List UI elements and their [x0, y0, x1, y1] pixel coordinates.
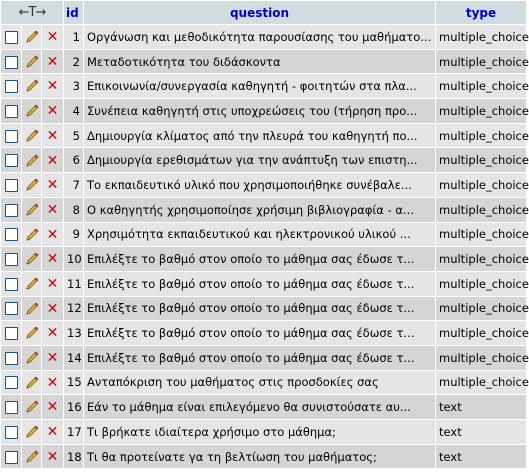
row-type: multiple_choice	[436, 272, 526, 296]
row-edit-cell[interactable]	[22, 445, 41, 469]
row-delete-cell[interactable]	[42, 395, 63, 419]
row-select-cell[interactable]	[1, 420, 21, 444]
row-type: multiple_choice	[436, 148, 526, 172]
row-select-cell[interactable]	[1, 124, 21, 148]
row-question: Τι θα προτείνατε γα τη βελτίωση του μαθήματος;	[84, 445, 435, 469]
column-header-id[interactable]: id	[64, 1, 83, 24]
pencil-icon[interactable]	[25, 30, 39, 44]
delete-icon[interactable]: ✕	[46, 127, 59, 144]
row-id: 14	[64, 346, 83, 370]
table-row	[1, 420, 526, 444]
row-type: multiple_choice	[436, 371, 526, 395]
row-question: Ο καθηγητής χρησιμοποίησε χρήσιμη βιβλιογραφία - α...	[84, 198, 435, 222]
delete-icon[interactable]: ✕	[46, 350, 59, 367]
pencil-icon[interactable]	[25, 79, 39, 93]
row-question: Επιλέξτε το βαθμό στον οποίο το μάθημα σας έδωσε τ...	[84, 346, 435, 370]
row-id: 16	[64, 395, 83, 419]
row-delete-cell[interactable]	[42, 198, 63, 222]
pencil-icon[interactable]	[25, 301, 39, 315]
delete-icon[interactable]: ✕	[46, 399, 59, 416]
row-id: 12	[64, 297, 83, 321]
row-id: 17	[64, 420, 83, 444]
row-checkbox[interactable]	[5, 154, 18, 167]
row-edit-cell[interactable]	[22, 297, 41, 321]
pencil-icon[interactable]	[25, 400, 39, 414]
row-checkbox[interactable]	[5, 352, 18, 365]
row-delete-cell[interactable]	[42, 445, 63, 469]
delete-icon[interactable]: ✕	[46, 152, 59, 169]
row-type: multiple_choice	[436, 321, 526, 345]
row-checkbox[interactable]	[5, 31, 18, 44]
row-id: 3	[64, 74, 83, 98]
row-checkbox[interactable]	[5, 204, 18, 217]
row-select-cell[interactable]	[1, 371, 21, 395]
row-question: Επιλέξτε το βαθμό στον οποίο το μάθημα σας έδωσε τ...	[84, 272, 435, 296]
delete-icon[interactable]: ✕	[46, 424, 59, 441]
table-row	[1, 74, 526, 98]
row-id: 13	[64, 321, 83, 345]
pencil-icon[interactable]	[25, 202, 39, 216]
column-nav-arrows[interactable]: ←T→	[1, 1, 63, 24]
row-type: multiple_choice	[436, 74, 526, 98]
header-row	[1, 1, 526, 24]
row-question: Μεταδοτικότητα του διδάσκοντα	[84, 50, 435, 74]
row-checkbox[interactable]	[5, 80, 18, 93]
row-edit-cell[interactable]	[22, 272, 41, 296]
pencil-icon[interactable]	[25, 425, 39, 439]
row-delete-cell[interactable]	[42, 173, 63, 197]
row-edit-cell[interactable]	[22, 74, 41, 98]
pencil-icon[interactable]	[25, 252, 39, 266]
pencil-icon[interactable]	[25, 178, 39, 192]
row-id: 10	[64, 247, 83, 271]
row-question: Επιλέξτε το βαθμό στον οποίο το μάθημα σας έδωσε τ...	[84, 321, 435, 345]
delete-icon[interactable]: ✕	[46, 448, 59, 465]
column-header-type[interactable]: type	[436, 1, 526, 24]
pencil-icon[interactable]	[25, 153, 39, 167]
pencil-icon[interactable]	[25, 128, 39, 142]
row-type: multiple_choice	[436, 346, 526, 370]
table-row	[1, 25, 526, 49]
delete-icon[interactable]: ✕	[46, 226, 59, 243]
column-header-question[interactable]: question	[84, 1, 435, 24]
row-delete-cell[interactable]	[42, 124, 63, 148]
table-row	[1, 297, 526, 321]
row-select-cell[interactable]	[1, 297, 21, 321]
delete-icon[interactable]: ✕	[46, 103, 59, 120]
row-question: Εάν το μάθημα είναι επιλεγόμενο θα συνιστούσατε αυ...	[84, 395, 435, 419]
row-question: Δημιουργία κλίματος από την πλευρά του καθηγητή πο...	[84, 124, 435, 148]
row-question: Το εκπαιδευτικό υλικό που χρησιμοποιήθηκε συνέβαλε...	[84, 173, 435, 197]
row-id: 15	[64, 371, 83, 395]
row-edit-cell[interactable]	[22, 198, 41, 222]
row-select-cell[interactable]	[1, 346, 21, 370]
row-checkbox[interactable]	[5, 253, 18, 266]
row-question: Χρησιμότητα εκπαιδευτικού και ηλεκτρονικού υλικού ...	[84, 223, 435, 247]
row-delete-cell[interactable]	[42, 346, 63, 370]
delete-icon[interactable]: ✕	[46, 201, 59, 218]
row-id: 2	[64, 50, 83, 74]
row-type: text	[436, 445, 526, 469]
row-type: multiple_choice	[436, 25, 526, 49]
row-checkbox[interactable]	[5, 130, 18, 143]
row-delete-cell[interactable]	[42, 420, 63, 444]
row-delete-cell[interactable]	[42, 272, 63, 296]
row-select-cell[interactable]	[1, 198, 21, 222]
row-edit-cell[interactable]	[22, 395, 41, 419]
row-select-cell[interactable]	[1, 321, 21, 345]
pencil-icon[interactable]	[25, 54, 39, 68]
pencil-icon[interactable]	[25, 276, 39, 290]
row-edit-cell[interactable]	[22, 25, 41, 49]
row-type: multiple_choice	[436, 50, 526, 74]
row-delete-cell[interactable]	[42, 371, 63, 395]
row-select-cell[interactable]	[1, 223, 21, 247]
row-edit-cell[interactable]	[22, 124, 41, 148]
row-checkbox[interactable]	[5, 302, 18, 315]
row-delete-cell[interactable]	[42, 321, 63, 345]
row-edit-cell[interactable]	[22, 371, 41, 395]
row-id: 7	[64, 173, 83, 197]
row-select-cell[interactable]	[1, 445, 21, 469]
row-type: multiple_choice	[436, 198, 526, 222]
row-edit-cell[interactable]	[22, 148, 41, 172]
row-checkbox[interactable]	[5, 179, 18, 192]
row-type: multiple_choice	[436, 223, 526, 247]
row-checkbox[interactable]	[5, 401, 18, 414]
row-edit-cell[interactable]	[22, 420, 41, 444]
pencil-icon[interactable]	[25, 449, 39, 463]
row-type: multiple_choice	[436, 247, 526, 271]
row-delete-cell[interactable]	[42, 74, 63, 98]
row-edit-cell[interactable]	[22, 223, 41, 247]
row-id: 6	[64, 148, 83, 172]
row-checkbox[interactable]	[5, 56, 18, 69]
row-type: multiple_choice	[436, 297, 526, 321]
row-edit-cell[interactable]	[22, 173, 41, 197]
delete-icon[interactable]: ✕	[46, 251, 59, 268]
row-checkbox[interactable]	[5, 451, 18, 464]
row-edit-cell[interactable]	[22, 346, 41, 370]
row-edit-cell[interactable]	[22, 50, 41, 74]
row-delete-cell[interactable]	[42, 247, 63, 271]
row-checkbox[interactable]	[5, 376, 18, 389]
row-id: 4	[64, 99, 83, 123]
row-delete-cell[interactable]	[42, 223, 63, 247]
delete-icon[interactable]: ✕	[46, 300, 59, 317]
delete-icon[interactable]: ✕	[46, 374, 59, 391]
row-select-cell[interactable]	[1, 99, 21, 123]
delete-icon[interactable]: ✕	[46, 29, 59, 46]
row-id: 1	[64, 25, 83, 49]
row-select-cell[interactable]	[1, 148, 21, 172]
row-checkbox[interactable]	[5, 426, 18, 439]
pencil-icon[interactable]	[25, 375, 39, 389]
row-type: multiple_choice	[436, 99, 526, 123]
row-delete-cell[interactable]	[42, 99, 63, 123]
row-question: Δημιουργία ερεθισμάτων για την ανάπτυξη των επιστη...	[84, 148, 435, 172]
row-question: Ανταπόκριση του μαθήματος στις προσδοκίες σας	[84, 371, 435, 395]
row-edit-cell[interactable]	[22, 99, 41, 123]
table-body	[1, 25, 529, 468]
table-row	[1, 198, 526, 222]
table-row	[1, 124, 526, 148]
table-row	[1, 395, 526, 419]
row-question: Συνέπεια καθηγητή στις υποχρεώσεις του (τήρηση προ...	[84, 99, 435, 123]
table-row	[1, 99, 526, 123]
row-delete-cell[interactable]	[42, 50, 63, 74]
row-select-cell[interactable]	[1, 173, 21, 197]
row-checkbox[interactable]	[5, 228, 18, 241]
row-select-cell[interactable]	[1, 74, 21, 98]
row-type: text	[436, 420, 526, 444]
row-select-cell[interactable]	[1, 247, 21, 271]
row-delete-cell[interactable]	[42, 25, 63, 49]
table-row	[1, 346, 526, 370]
table-row	[1, 247, 526, 271]
row-select-cell[interactable]	[1, 272, 21, 296]
row-id: 18	[64, 445, 83, 469]
row-select-cell[interactable]	[1, 50, 21, 74]
row-id: 9	[64, 223, 83, 247]
row-checkbox[interactable]	[5, 105, 18, 118]
row-delete-cell[interactable]	[42, 148, 63, 172]
row-question: Επιλέξτε το βαθμό στον οποίο το μάθημα σας έδωσε τ...	[84, 297, 435, 321]
row-type: multiple_choice	[436, 173, 526, 197]
table-row	[1, 50, 526, 74]
row-question: Τι βρήκατε ιδιαίτερα χρήσιμο στο μάθημα;	[84, 420, 435, 444]
table-row	[1, 321, 526, 345]
table-row	[1, 371, 526, 395]
row-question: Επικοινωνία/συνεργασία καθηγητή - φοιτητών στα πλα...	[84, 74, 435, 98]
row-checkbox[interactable]	[5, 278, 18, 291]
row-delete-cell[interactable]	[42, 297, 63, 321]
table-row	[1, 445, 526, 469]
table-row	[1, 223, 526, 247]
row-question: Επιλέξτε το βαθμό στον οποίο το μάθημα σας έδωσε τ...	[84, 247, 435, 271]
delete-icon[interactable]: ✕	[46, 275, 59, 292]
delete-icon[interactable]: ✕	[46, 53, 59, 70]
row-id: 8	[64, 198, 83, 222]
delete-icon[interactable]: ✕	[46, 177, 59, 194]
row-id: 5	[64, 124, 83, 148]
pencil-icon[interactable]	[25, 326, 39, 340]
table-row	[1, 173, 526, 197]
table-row	[1, 148, 526, 172]
pencil-icon[interactable]	[25, 227, 39, 241]
row-id: 11	[64, 272, 83, 296]
delete-icon[interactable]: ✕	[46, 325, 59, 342]
row-type: text	[436, 395, 526, 419]
row-checkbox[interactable]	[5, 327, 18, 340]
delete-icon[interactable]: ✕	[46, 78, 59, 95]
row-select-cell[interactable]	[1, 25, 21, 49]
pencil-icon[interactable]	[25, 104, 39, 118]
row-question: Οργάνωση και μεθοδικότητα παρουσίασης του μαθήματο...	[84, 25, 435, 49]
row-select-cell[interactable]	[1, 395, 21, 419]
row-type: multiple_choice	[436, 124, 526, 148]
pencil-icon[interactable]	[25, 351, 39, 365]
row-edit-cell[interactable]	[22, 321, 41, 345]
table-row	[1, 272, 526, 296]
row-edit-cell[interactable]	[22, 247, 41, 271]
